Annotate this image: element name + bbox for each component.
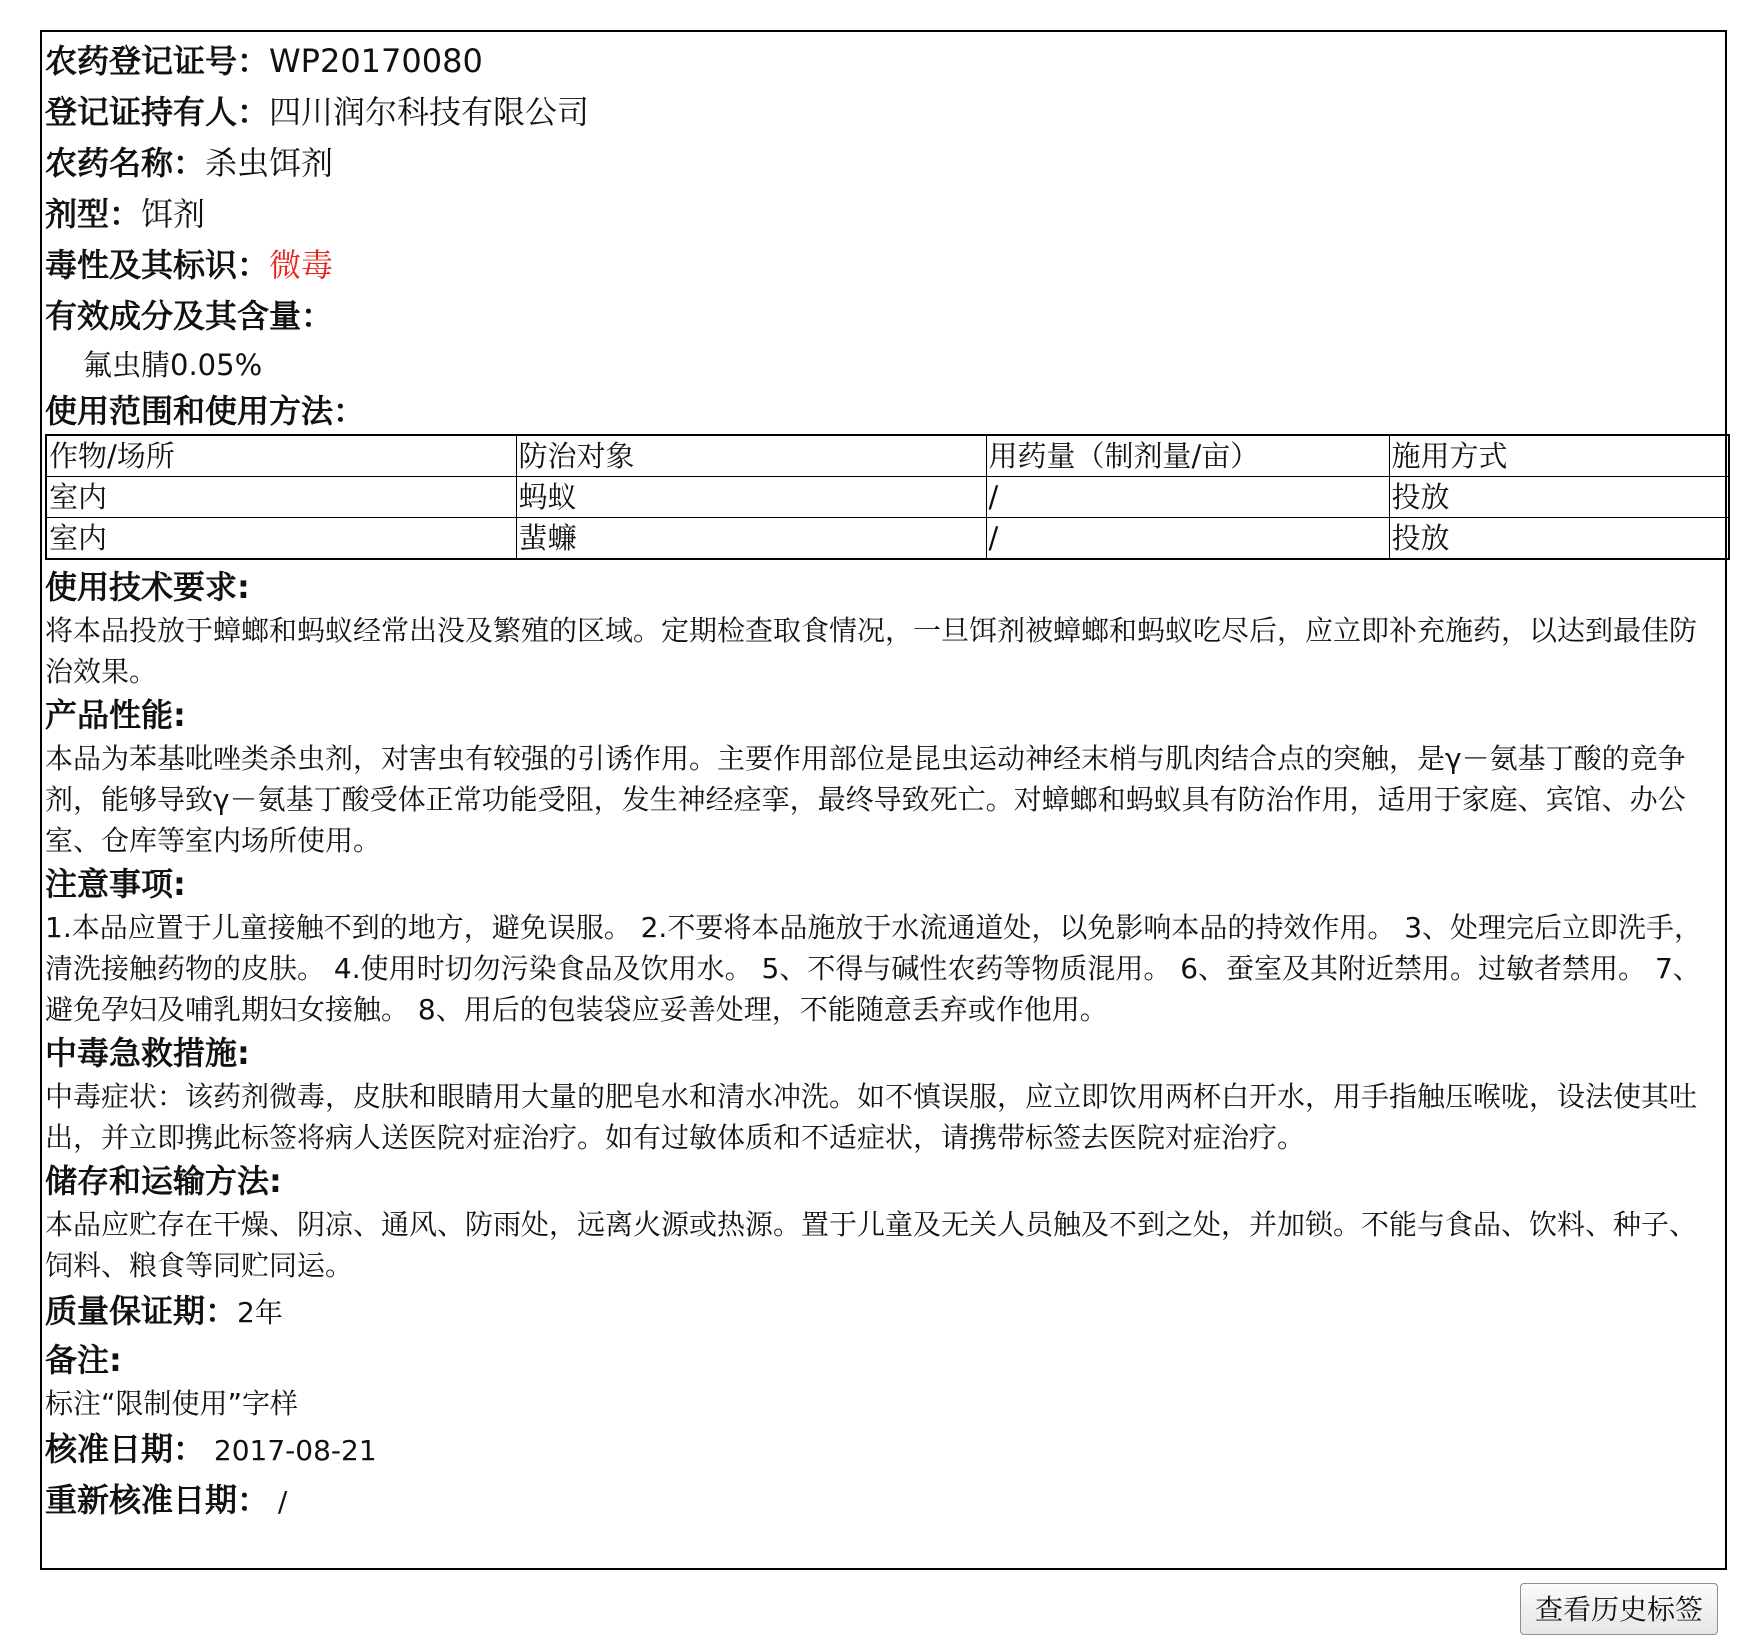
technical-requirements-text: 将本品投放于蟑螂和蚂蚁经常出没及繁殖的区域。定期检查取食情况，一旦饵剂被蟑螂和蚂蚁吃尽后，应立即补充施药，以达到最佳防治效果。 [45,614,1698,688]
reapproval-date-label: 重新核准日期： [45,1481,270,1519]
ingredients-value: 氟虫腈0.05% [83,348,263,382]
remarks-text: 标注“限制使用”字样 [45,1387,299,1420]
table-cell: 室内 [46,518,516,560]
header-crop: 作物/场所 [46,435,516,477]
table-cell: 投放 [1389,518,1729,560]
ingredients-row [45,291,1722,342]
performance-title: 产品性能: [45,696,186,734]
holder-row [45,87,1722,138]
pesticide-name-value: 杀虫饵剂 [205,144,334,182]
pesticide-name-label: 农药名称： [45,144,206,182]
header-dosage: 用药量（制剂量/亩） [986,435,1389,477]
holder-label: 登记证持有人： [45,93,270,131]
performance-text: 本品为苯基吡唑类杀虫剂，对害虫有较强的引诱作用。主要作用部位是昆虫运动神经末梢与肌肉结合点的突触，是γ－氨基丁酸的竞争剂，能够导致γ－氨基丁酸受体正常功能受阻，发生神经痉挛，最终导致死亡。对蟑螂和蚂蚁具有防治作用，适用于家庭、宾馆、办公室、仓库等室内场所使用。 [45,742,1686,857]
registration-no-row [45,36,1722,87]
table-row [46,518,1729,560]
precautions-text: 1.本品应置于儿童接触不到的地方，避免误服。 2.不要将本品施放于水流通道处，以免影响本品的持效作用。 3、处理完后立即洗手，清洗接触药物的皮肤。 4.使用时切勿污染食品及饮用水。 5、不得与碱性农药等物质混用。 6、蚕室及其附近禁用。过敏者禁用。 7、避免孕妇及哺乳期妇女接触。 8、用后的包装袋应妥善处理，不能随意丢弃或作他用。 [45,911,1703,1026]
first-aid-text: 中毒症状：该药剂微毒，皮肤和眼睛用大量的肥皂水和清水冲洗。如不慎误服，应立即饮用两杯白开水，用手指触压喉咙，设法使其吐出，并立即携此标签将病人送医院对症治疗。如有过敏体质和不适症状，请携带标签去医院对症治疗。 [45,1080,1698,1154]
technical-requirements-title: 使用技术要求: [45,568,250,606]
storage-title: 储存和运输方法: [45,1162,282,1200]
usage-section-title: 使用范围和使用方法： [45,392,366,430]
holder-value: 四川润尔科技有限公司 [269,93,590,131]
toxicity-label: 毒性及其标识： [45,246,270,284]
approval-date-label: 核准日期： [45,1430,206,1468]
shelf-life-row [45,1286,1722,1337]
table-cell: / [986,518,1389,560]
precautions-title: 注意事项: [45,865,186,903]
table-row [46,477,1729,518]
usage-table [45,434,1730,560]
formulation-label: 剂型： [45,195,142,233]
toxicity-row [45,240,1722,291]
usage-table-header [46,435,1729,477]
storage-text: 本品应贮存在干燥、阴凉、通风、防雨处，远离火源或热源。置于儿童及无关人员触及不到之处，并加锁。不能与食品、饮料、种子、饲料、粮食等同贮同运。 [45,1208,1698,1282]
approval-date-row [45,1424,1722,1475]
remarks-title: 备注: [45,1341,122,1379]
shelf-life-label: 质量保证期： [45,1292,238,1330]
reapproval-date-value: / [269,1485,288,1518]
table-cell: 室内 [46,477,516,518]
registration-no-value: WP20170080 [269,42,483,80]
label-detail-panel [40,30,1727,1570]
toxicity-value: 微毒 [269,246,334,284]
view-history-labels-button[interactable]: 查看历史标签 [1520,1583,1718,1635]
formulation-row [45,189,1722,240]
table-cell: / [986,477,1389,518]
ingredients-label: 有效成分及其含量： [45,297,334,335]
pesticide-name-row [45,138,1722,189]
formulation-value: 饵剂 [141,195,206,233]
table-cell: 投放 [1389,477,1729,518]
table-cell: 蚂蚁 [516,477,986,518]
table-cell: 蜚蠊 [516,518,986,560]
reapproval-date-row [45,1475,1722,1526]
first-aid-title: 中毒急救措施: [45,1034,250,1072]
registration-no-label: 农药登记证号： [45,42,270,80]
approval-date-value: 2017-08-21 [205,1434,377,1467]
header-target: 防治对象 [516,435,986,477]
shelf-life-value: 2年 [237,1296,283,1329]
header-method: 施用方式 [1389,435,1729,477]
